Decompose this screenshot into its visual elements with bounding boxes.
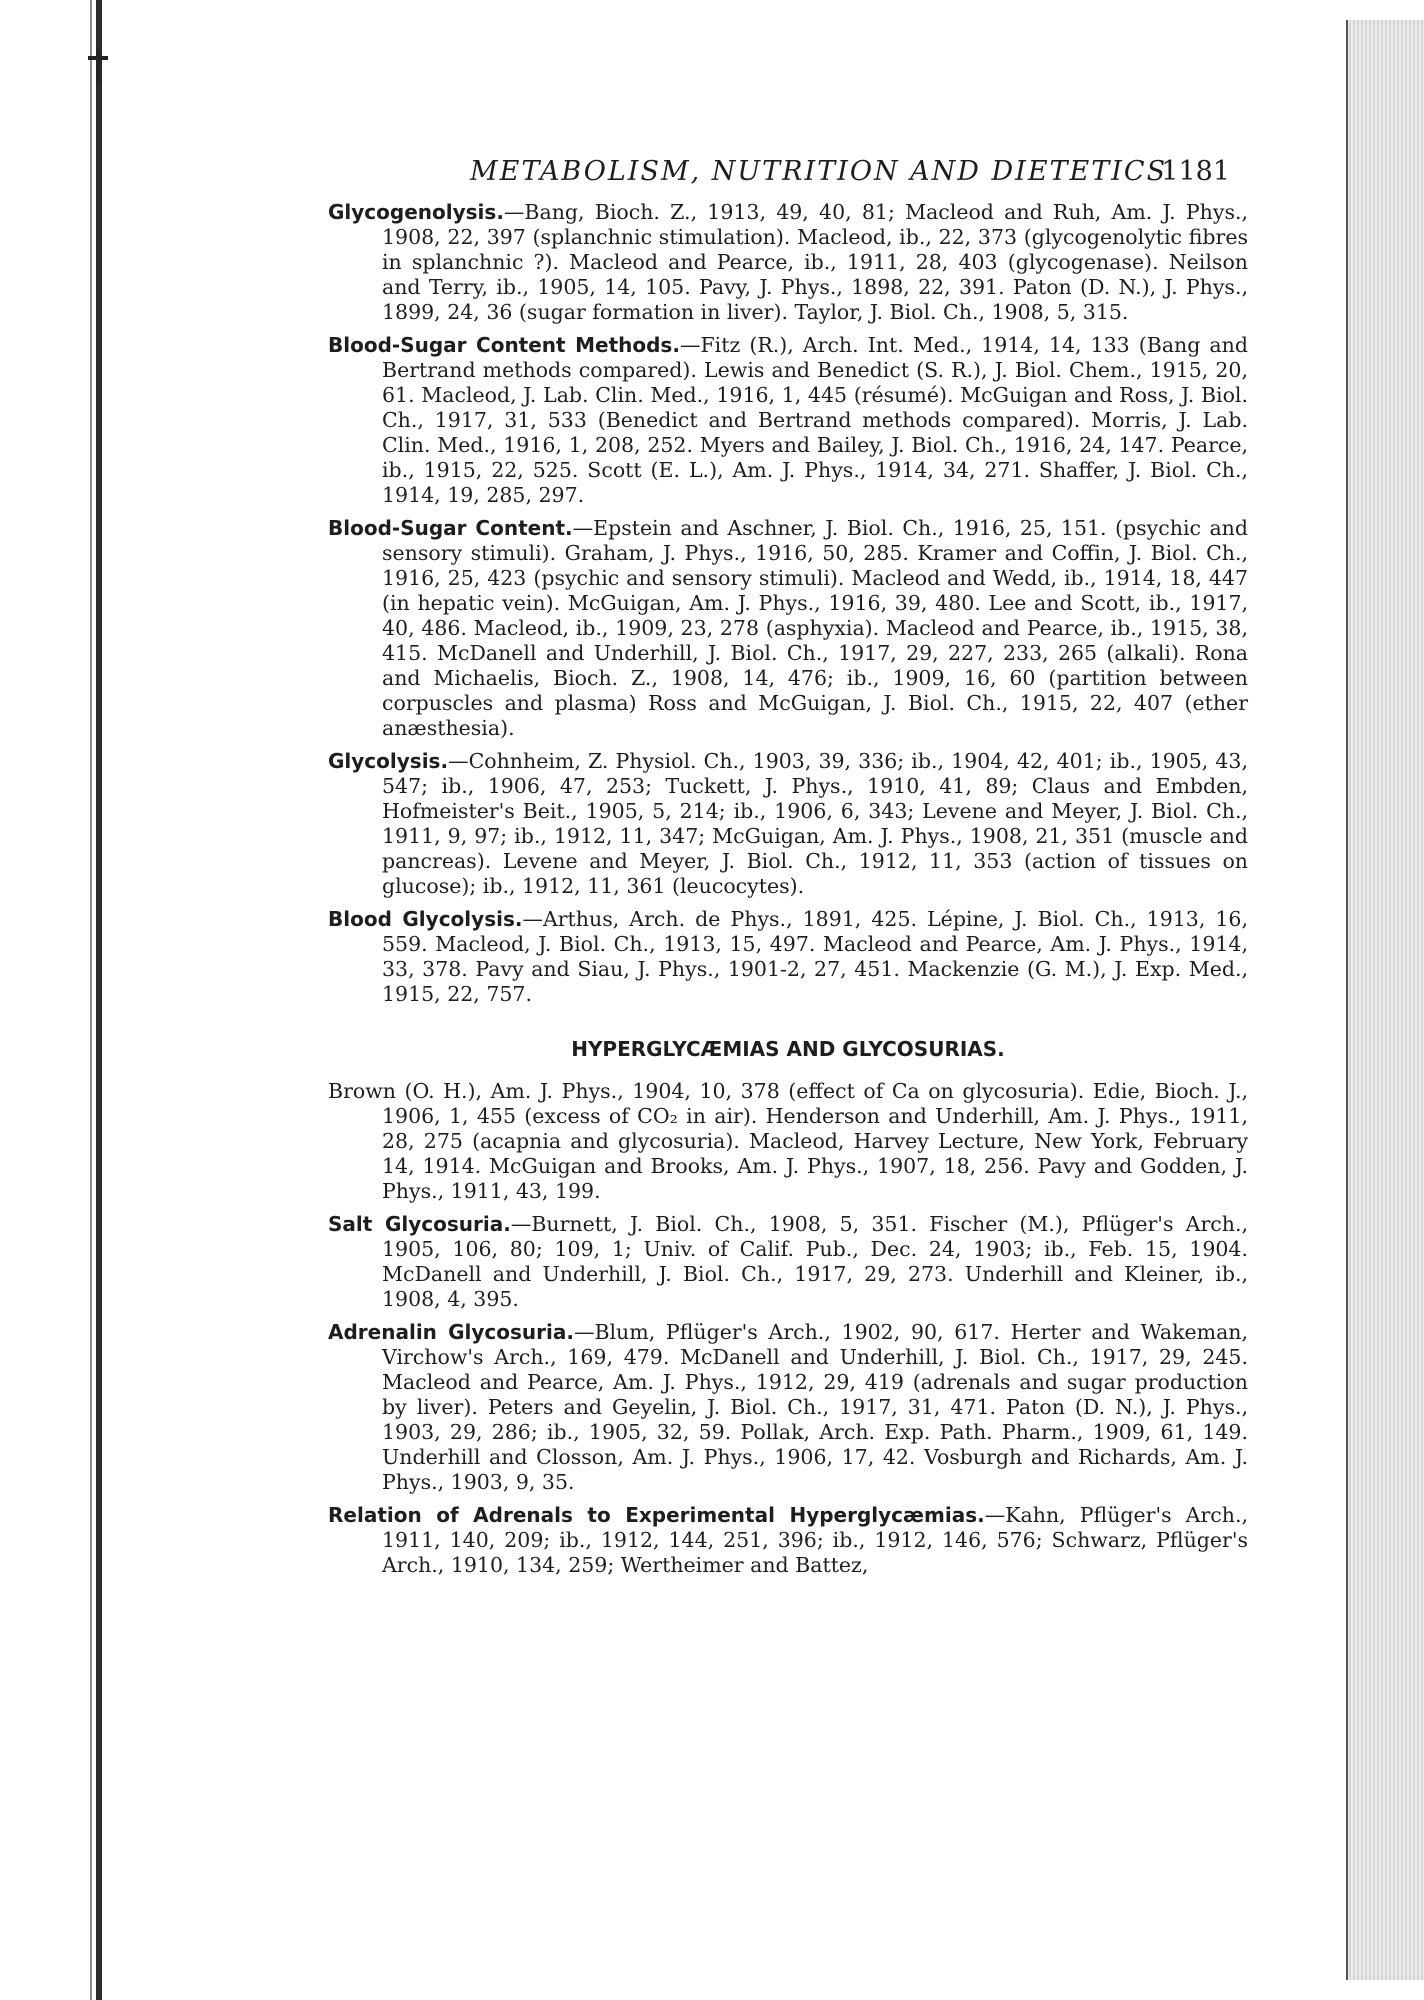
entry-hyperglycaemias-general [328, 1079, 1248, 1204]
entry-text: —Fitz (R.), Arch. Int. Med., 1914, 14, 133 (Bang and Bertrand methods compared). Lewis and Benedict (S. R.), J. Biol. Chem., 1915, 20, 61. Macleod, J. Lab. Clin. Med., 1916, 1, 445 (résumé). McGuigan and Ross, J. Biol. Ch., 1917, 31, 533 (Benedict and Bertrand methods compared). Morris, J. Lab. Clin. Med., 1916, 1, 208, 252. Myers and Bailey, J. Biol. Ch., 1916, 24, 147. Pearce, ib., 1915, 22, 525. Scott (E. L.), Am. J. Phys., 1914, 34, 271. Shaffer, J. Biol. Ch., 1914, 19, 285, 297. [382, 333, 1248, 507]
page-stack-edge [1348, 20, 1424, 1980]
entry-heading: Relation of Adrenals to Experimental Hyperglycæmias. [328, 1503, 985, 1527]
entry-adrenalin-glycosuria [328, 1320, 1248, 1495]
entry-text: Brown (O. H.), Am. J. Phys., 1904, 10, 378 (effect of Ca on glycosuria). Edie, Bioch. J., 1906, 1, 455 (excess of CO₂ in air). Henderson and Underhill, Am. J. Phys., 1911, 28, 275 (acapnia and glycosuria). Macleod, Harvey Lecture, New York, February 14, 1914. McGuigan and Brooks, Am. J. Phys., 1907, 18, 256. Pavy and Godden, J. Phys., 1911, 43, 199. [328, 1079, 1248, 1203]
entry-text: —Kahn, Pflüger's Arch., 1911, 140, 209; ib., 1912, 144, 251, 396; ib., 1912, 146, 576; Schwarz, Pflüger's Arch., 1910, 134, 259; Wertheimer and Battez, [382, 1503, 1248, 1577]
entry-heading: Salt Glycosuria. [328, 1212, 511, 1236]
entry-text: —Burnett, J. Biol. Ch., 1908, 5, 351. Fischer (M.), Pflüger's Arch., 1905, 106, 80; 109, 1; Univ. of Calif. Pub., Dec. 24, 1903; ib., Feb. 15, 1904. McDanell and Underhill, J. Biol. Ch., 1917, 29, 273. Underhill and Kleiner, ib., 1908, 4, 395. [382, 1212, 1249, 1311]
entry-text: —Cohnheim, Z. Physiol. Ch., 1903, 39, 336; ib., 1904, 42, 401; ib., 1905, 43, 547; ib., 1906, 47, 253; Tuckett, J. Phys., 1910, 41, 89; Claus and Embden, Hofmeister's Beit., 1905, 5, 214; ib., 1906, 6, 343; Levene and Meyer, J. Biol. Ch., 1911, 9, 97; ib., 1912, 11, 347; McGuigan, Am. J. Phys., 1908, 21, 351 (muscle and pancreas). Levene and Meyer, J. Biol. Ch., 1912, 11, 353 (action of tissues on glucose); ib., 1912, 11, 361 (leucocytes). [382, 749, 1248, 898]
entry-text: —Bang, Bioch. Z., 1913, 49, 40, 81; Macleod and Ruh, Am. J. Phys., 1908, 22, 397 (splanchnic stimulation). Macleod, ib., 22, 373 (glycogenolytic fibres in splanchnic ?). Macleod and Pearce, ib., 1911, 28, 403 (glycogenase). Neilson and Terry, ib., 1905, 14, 105. Pavy, J. Phys., 1898, 22, 391. Paton (D. N.), J. Phys., 1899, 24, 36 (sugar formation in liver). Taylor, J. Biol. Ch., 1908, 5, 315. [382, 200, 1248, 324]
running-head-title: METABOLISM, NUTRITION AND DIETETICS [470, 156, 1168, 187]
section-heading: HYPERGLYCÆMIAS AND GLYCOSURIAS. [571, 1037, 1005, 1061]
entry-blood-sugar-methods [328, 333, 1248, 508]
entry-heading: Blood-Sugar Content. [328, 516, 573, 540]
entry-text: —Blum, Pflüger's Arch., 1902, 90, 617. Herter and Wakeman, Virchow's Arch., 169, 479. McDanell and Underhill, J. Biol. Ch., 1917, 29, 245. Macleod and Pearce, Am. J. Phys., 1912, 29, 419 (adrenals and sugar production by liver). Peters and Geyelin, J. Biol. Ch., 1917, 31, 471. Paton (D. N.), J. Phys., 1903, 29, 286; ib., 1905, 32, 59. Pollak, Arch. Exp. Path. Pharm., 1909, 61, 149. Underhill and Closson, Am. J. Phys., 1906, 17, 42. Vosburgh and Richards, Am. J. Phys., 1903, 9, 35. [382, 1320, 1249, 1494]
entry-heading: Adrenalin Glycosuria. [328, 1320, 574, 1344]
binding-shadow [90, 0, 92, 2000]
margin-mark-icon [78, 46, 118, 86]
entry-glycolysis [328, 749, 1248, 899]
entry-blood-glycolysis [328, 907, 1248, 1007]
entry-salt-glycosuria [328, 1212, 1248, 1312]
entry-adrenals-hyperglycaemias [328, 1503, 1248, 1578]
entry-heading: Glycolysis. [328, 749, 449, 773]
entry-heading: Blood Glycolysis. [328, 907, 523, 931]
entry-blood-sugar-content [328, 516, 1248, 741]
page-number: 1181 [1161, 156, 1230, 187]
binding-edge [96, 0, 102, 2000]
entry-glycogenolysis [328, 200, 1248, 325]
entry-text: —Epstein and Aschner, J. Biol. Ch., 1916, 25, 151. (psychic and sensory stimuli). Graham, J. Phys., 1916, 50, 285. Kramer and Coffin, J. Biol. Ch., 1916, 25, 423 (psychic and sensory stimuli). Macleod and Wedd, ib., 1914, 18, 447 (in hepatic vein). McGuigan, Am. J. Phys., 1916, 39, 480. Lee and Scott, ib., 1917, 40, 486. Macleod, ib., 1909, 23, 278 (asphyxia). Macleod and Pearce, ib., 1915, 38, 415. McDanell and Underhill, J. Biol. Ch., 1917, 29, 227, 233, 265 (alkali). Rona and Michaelis, Bioch. Z., 1908, 14, 476; ib., 1909, 16, 60 (partition between corpuscles and plasma) Ross and McGuigan, J. Biol. Ch., 1915, 22, 407 (ether anæsthesia). [382, 516, 1248, 740]
entry-text: —Arthus, Arch. de Phys., 1891, 425. Lépine, J. Biol. Ch., 1913, 16, 559. Macleod, J. Biol. Ch., 1913, 15, 497. Macleod and Pearce, Am. J. Phys., 1914, 33, 378. Pavy and Siau, J. Phys., 1901-2, 27, 451. Mackenzie (G. M.), J. Exp. Med., 1915, 22, 757. [382, 907, 1248, 1006]
entry-heading: Glycogenolysis. [328, 200, 504, 224]
running-head [470, 156, 1270, 192]
entry-heading: Blood-Sugar Content Methods. [328, 333, 680, 357]
bibliography-content [328, 200, 1248, 1586]
